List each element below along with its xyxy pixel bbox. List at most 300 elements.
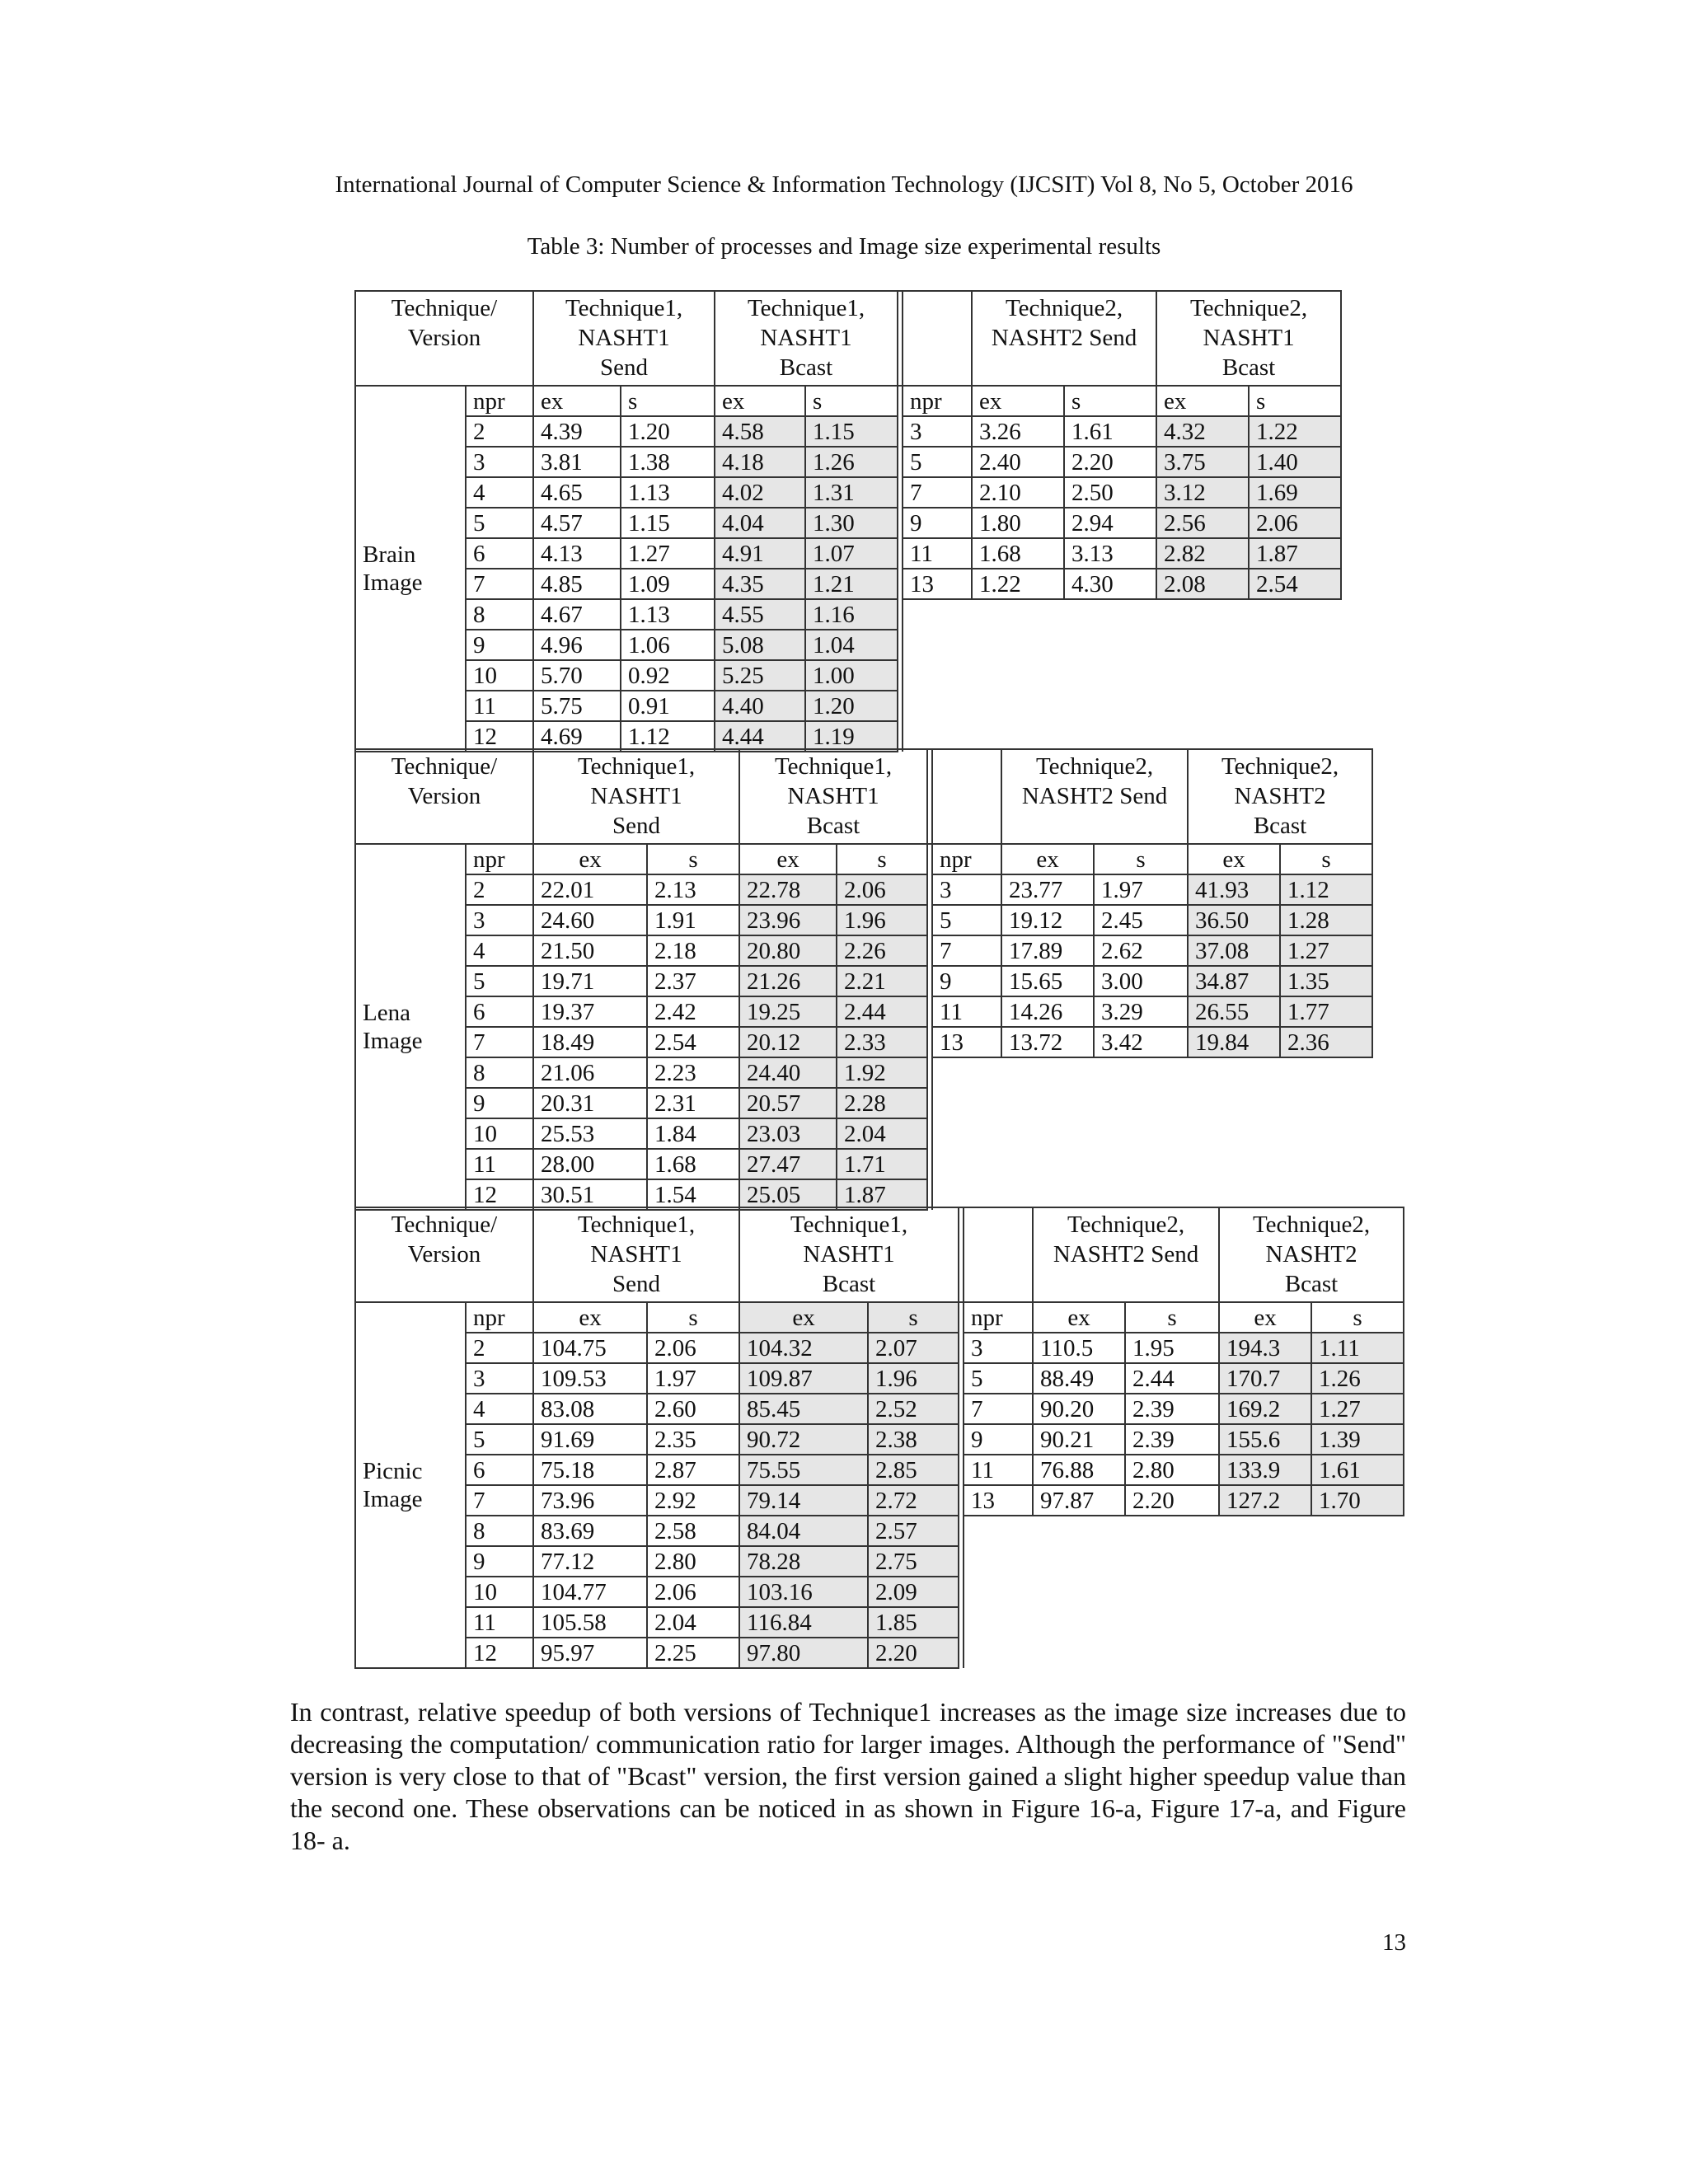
table-cell: 1.13 (621, 599, 715, 630)
technique2-bcast-header (1156, 291, 1341, 386)
table-cell: 2.20 (868, 1638, 959, 1668)
column-header: ex (533, 1302, 647, 1333)
table-cell: 6 (466, 1455, 533, 1485)
table-cell: 84.04 (739, 1516, 868, 1546)
table-cell: 2.60 (647, 1394, 739, 1424)
header-line: Bcast (779, 354, 833, 381)
table-cell: 169.2 (1219, 1394, 1311, 1424)
table-cell: 1.00 (805, 660, 898, 691)
column-header: npr (466, 1302, 533, 1333)
header-line: Technique/ (391, 1212, 498, 1238)
empty-cell (1311, 1638, 1404, 1668)
table-cell: 1.26 (805, 447, 898, 477)
table-cell: 17.89 (1001, 935, 1094, 966)
table-cell: 3.26 (972, 416, 1064, 447)
empty-cell (1125, 1577, 1219, 1607)
table-row (355, 691, 1341, 721)
table-cell: 2.80 (1125, 1455, 1219, 1485)
table-cell: 104.77 (533, 1577, 647, 1607)
table-cell: 2.06 (837, 874, 927, 905)
table-cell: 2.08 (1156, 569, 1249, 599)
table-row (355, 599, 1341, 630)
table-row (355, 508, 1341, 538)
header-line: Technique2, (1221, 753, 1339, 780)
technique1-bcast-header (739, 1207, 959, 1302)
empty-cell (1280, 1179, 1372, 1210)
empty-cell (1249, 721, 1341, 752)
table-cell: 194.3 (1219, 1333, 1311, 1363)
table-cell: 13 (932, 1027, 1001, 1057)
empty-cell (1156, 660, 1249, 691)
table-cell: 2.72 (868, 1485, 959, 1516)
table-cell: 2.82 (1156, 538, 1249, 569)
empty-cell (932, 1118, 1001, 1149)
empty-cell (1219, 1516, 1311, 1546)
table-cell: 6 (466, 996, 533, 1027)
table-cell: 34.87 (1188, 966, 1280, 996)
table-cell: 11 (932, 996, 1001, 1027)
table-row (355, 1394, 1404, 1424)
table-cell: 1.07 (805, 538, 898, 569)
table-cell: 5 (466, 966, 533, 996)
table-cell: 2.94 (1064, 508, 1156, 538)
table-cell: 10 (466, 1577, 533, 1607)
column-header: ex (1188, 844, 1280, 874)
table-cell: 2.25 (647, 1638, 739, 1668)
table-cell: 3 (932, 874, 1001, 905)
table-cell: 4.69 (533, 721, 621, 752)
table-row (355, 905, 1372, 935)
table-cell: 3 (466, 905, 533, 935)
table-cell: 155.6 (1219, 1424, 1311, 1455)
table-cell: 2.28 (837, 1088, 927, 1118)
empty-cell (972, 660, 1064, 691)
table-cell: 13 (964, 1485, 1033, 1516)
table-cell: 3 (466, 1363, 533, 1394)
table-cell: 1.27 (1311, 1394, 1404, 1424)
empty-cell (1188, 1149, 1280, 1179)
empty-cell (972, 691, 1064, 721)
header-line: NASHT2 Send (991, 325, 1137, 351)
column-header: npr (932, 844, 1001, 874)
empty-cell (1280, 1118, 1372, 1149)
header-line: NASHT1 (760, 325, 852, 351)
table-cell: 1.38 (621, 447, 715, 477)
table-cell: 2.09 (868, 1577, 959, 1607)
table-cell: 1.71 (837, 1149, 927, 1179)
header-row (355, 291, 1341, 386)
table-cell: 1.28 (1280, 905, 1372, 935)
table-cell: 3 (964, 1333, 1033, 1363)
column-header: ex (533, 844, 647, 874)
table-cell: 2.06 (1249, 508, 1341, 538)
column-header: s (1249, 386, 1341, 416)
table-cell: 9 (903, 508, 972, 538)
table-row (355, 416, 1341, 447)
empty-cell (903, 691, 972, 721)
table-cell: 91.69 (533, 1424, 647, 1455)
table-cell: 2.26 (837, 935, 927, 966)
header-line: Bcast (822, 1271, 876, 1297)
header-line: Version (407, 783, 481, 809)
column-header: ex (1156, 386, 1249, 416)
table-cell: 2.04 (837, 1118, 927, 1149)
empty-cell (1125, 1546, 1219, 1577)
table-cell: 22.78 (739, 874, 837, 905)
table-cell: 2 (466, 416, 533, 447)
header-line: Bcast (1221, 354, 1276, 381)
subheader-row (355, 1302, 1404, 1333)
table-cell: 2.04 (647, 1607, 739, 1638)
table-cell: 2.92 (647, 1485, 739, 1516)
image-label-line: Picnic (363, 1458, 423, 1484)
table-cell: 5.75 (533, 691, 621, 721)
table-cell: 24.40 (739, 1057, 837, 1088)
empty-cell (1311, 1546, 1404, 1577)
table-cell: 109.87 (739, 1363, 868, 1394)
header-line: Version (407, 325, 481, 351)
table-cell: 1.40 (1249, 447, 1341, 477)
table-cell: 2 (466, 1333, 533, 1363)
table-cell: 7 (466, 569, 533, 599)
table-cell: 2.44 (1125, 1363, 1219, 1394)
header-line: Technique1, (577, 1212, 696, 1238)
header-row (355, 749, 1372, 844)
table-cell: 170.7 (1219, 1363, 1311, 1394)
table-cell: 2.23 (647, 1057, 739, 1088)
table-cell: 7 (964, 1394, 1033, 1424)
table-cell: 1.16 (805, 599, 898, 630)
empty-cell (1156, 599, 1249, 630)
table-cell: 20.57 (739, 1088, 837, 1118)
table-row (355, 660, 1341, 691)
table-cell: 3.42 (1094, 1027, 1188, 1057)
column-header: s (805, 386, 898, 416)
header-line: Send (612, 1271, 661, 1297)
table-cell: 4 (466, 477, 533, 508)
empty-cell (964, 1607, 1033, 1638)
image-label-line: Image (363, 569, 423, 596)
table-cell: 110.5 (1033, 1333, 1125, 1363)
header-line: Technique1, (747, 295, 865, 321)
table-cell: 8 (466, 1516, 533, 1546)
table-cell: 1.68 (972, 538, 1064, 569)
empty-cell (1219, 1546, 1311, 1577)
header-line: Technique/ (391, 753, 498, 780)
table-cell: 97.87 (1033, 1485, 1125, 1516)
table-section (354, 290, 1342, 752)
table-cell: 1.54 (647, 1179, 739, 1210)
table-cell: 9 (466, 1546, 533, 1577)
table-cell: 5.08 (715, 630, 805, 660)
column-header: s (837, 844, 927, 874)
empty-cell (1280, 1057, 1372, 1088)
table-cell: 6 (466, 538, 533, 569)
table-cell: 7 (466, 1027, 533, 1057)
table-cell: 12 (466, 1179, 533, 1210)
table-cell: 76.88 (1033, 1455, 1125, 1485)
table-cell: 13 (903, 569, 972, 599)
table-cell: 11 (466, 1607, 533, 1638)
column-header: ex (739, 844, 837, 874)
table-cell: 11 (903, 538, 972, 569)
table-cell: 104.32 (739, 1333, 868, 1363)
table-row (355, 1088, 1372, 1118)
table-cell: 1.22 (972, 569, 1064, 599)
empty-cell (1156, 630, 1249, 660)
npr-header-blank (903, 291, 972, 386)
table-row (355, 1027, 1372, 1057)
table-cell: 23.03 (739, 1118, 837, 1149)
table-cell: 1.22 (1249, 416, 1341, 447)
column-header: s (1311, 1302, 1404, 1333)
empty-cell (964, 1638, 1033, 1668)
empty-cell (964, 1516, 1033, 1546)
empty-cell (1001, 1149, 1094, 1179)
empty-cell (1280, 1149, 1372, 1179)
table-cell: 4.55 (715, 599, 805, 630)
table-cell: 85.45 (739, 1394, 868, 1424)
table-cell: 2.58 (647, 1516, 739, 1546)
table-cell: 5 (466, 508, 533, 538)
body-paragraph: In contrast, relative speedup of both versions of Technique1 increases as the image size increases due to decreasing the computation/ communication ratio for larger images. Although the performance of "Send" version is very close to that of "Bcast" version, the first version gained a slight higher speedup value than the second one. These observations can be noticed in as shown in Figure 16-a, Figure 17-a, and Figure 18- a. (290, 1697, 1406, 1855)
column-header: ex (533, 386, 621, 416)
table-cell: 8 (466, 599, 533, 630)
header-line: Technique1, (790, 1212, 908, 1238)
header-line: Send (612, 813, 661, 839)
header-line: NASHT1 (787, 783, 879, 809)
table-cell: 1.35 (1280, 966, 1372, 996)
table-cell: 1.61 (1311, 1455, 1404, 1485)
table-cell: 2.38 (868, 1424, 959, 1455)
header-line: NASHT1 (1203, 325, 1295, 351)
column-header: s (647, 1302, 739, 1333)
section-table (354, 290, 1342, 752)
image-label (355, 844, 466, 1210)
table-cell: 11 (964, 1455, 1033, 1485)
table-cell: 20.31 (533, 1088, 647, 1118)
image-label (355, 386, 466, 752)
table-cell: 2.37 (647, 966, 739, 996)
empty-cell (1219, 1638, 1311, 1668)
table-cell: 1.97 (647, 1363, 739, 1394)
table-cell: 78.28 (739, 1546, 868, 1577)
table-row (355, 1516, 1404, 1546)
table-cell: 75.55 (739, 1455, 868, 1485)
empty-cell (1064, 691, 1156, 721)
table-cell: 4.96 (533, 630, 621, 660)
table-row (355, 477, 1341, 508)
table-cell: 1.20 (805, 691, 898, 721)
table-cell: 1.27 (621, 538, 715, 569)
empty-cell (1064, 660, 1156, 691)
empty-cell (972, 721, 1064, 752)
table-cell: 4.32 (1156, 416, 1249, 447)
table-cell: 97.80 (739, 1638, 868, 1668)
table-cell: 1.27 (1280, 935, 1372, 966)
table-cell: 83.08 (533, 1394, 647, 1424)
column-header: npr (964, 1302, 1033, 1333)
technique-version-header (355, 1207, 533, 1302)
column-header: ex (1033, 1302, 1125, 1333)
table-cell: 4 (466, 935, 533, 966)
empty-cell (932, 1057, 1001, 1088)
empty-cell (1188, 1118, 1280, 1149)
table-cell: 26.55 (1188, 996, 1280, 1027)
table-cell: 2.18 (647, 935, 739, 966)
empty-cell (972, 630, 1064, 660)
technique2-send-header (972, 291, 1156, 386)
empty-cell (1219, 1607, 1311, 1638)
technique-version-header (355, 749, 533, 844)
table-cell: 23.96 (739, 905, 837, 935)
empty-cell (932, 1088, 1001, 1118)
table-cell: 1.13 (621, 477, 715, 508)
empty-cell (1033, 1546, 1125, 1577)
table-cell: 1.19 (805, 721, 898, 752)
table-cell: 3 (466, 447, 533, 477)
table-cell: 116.84 (739, 1607, 868, 1638)
table-row (355, 1424, 1404, 1455)
table-cell: 2.45 (1094, 905, 1188, 935)
table-cell: 4.02 (715, 477, 805, 508)
table-cell: 2.39 (1125, 1394, 1219, 1424)
table-cell: 4.91 (715, 538, 805, 569)
table-row (355, 569, 1341, 599)
table-cell: 28.00 (533, 1149, 647, 1179)
table-cell: 1.12 (1280, 874, 1372, 905)
table-cell: 4.18 (715, 447, 805, 477)
table-cell: 2.20 (1125, 1485, 1219, 1516)
table-cell: 20.80 (739, 935, 837, 966)
table-cell: 2.85 (868, 1455, 959, 1485)
table-cell: 1.68 (647, 1149, 739, 1179)
table-cell: 2.40 (972, 447, 1064, 477)
empty-cell (1094, 1179, 1188, 1210)
table-row (355, 1638, 1404, 1668)
table-cell: 1.21 (805, 569, 898, 599)
table-cell: 2.42 (647, 996, 739, 1027)
table-cell: 19.84 (1188, 1027, 1280, 1057)
table-cell: 5.25 (715, 660, 805, 691)
empty-cell (1064, 599, 1156, 630)
table-cell: 2.21 (837, 966, 927, 996)
empty-cell (1249, 691, 1341, 721)
technique1-send-header (533, 749, 739, 844)
table-row (355, 538, 1341, 569)
empty-cell (932, 1149, 1001, 1179)
empty-cell (903, 660, 972, 691)
empty-cell (1064, 630, 1156, 660)
image-label (355, 1302, 466, 1668)
table-cell: 4.30 (1064, 569, 1156, 599)
table-row (355, 935, 1372, 966)
table-cell: 2.87 (647, 1455, 739, 1485)
section-table (354, 748, 1373, 1211)
table-cell: 5 (466, 1424, 533, 1455)
table-cell: 90.72 (739, 1424, 868, 1455)
table-row (355, 1455, 1404, 1485)
table-cell: 21.06 (533, 1057, 647, 1088)
table-cell: 1.26 (1311, 1363, 1404, 1394)
image-label-line: Lena (363, 1000, 410, 1026)
table-section (354, 748, 1373, 1211)
table-cell: 22.01 (533, 874, 647, 905)
table-cell: 5.70 (533, 660, 621, 691)
empty-cell (1156, 691, 1249, 721)
column-header: s (868, 1302, 959, 1333)
table-row (355, 1363, 1404, 1394)
header-row (355, 1207, 1404, 1302)
header-line: Version (407, 1241, 481, 1268)
header-line: NASHT1 (578, 325, 670, 351)
table-cell: 4.85 (533, 569, 621, 599)
empty-cell (1064, 721, 1156, 752)
empty-cell (1249, 599, 1341, 630)
table-cell: 23.77 (1001, 874, 1094, 905)
table-cell: 41.93 (1188, 874, 1280, 905)
table-cell: 10 (466, 1118, 533, 1149)
technique1-send-header (533, 1207, 739, 1302)
table-cell: 75.18 (533, 1455, 647, 1485)
empty-cell (972, 599, 1064, 630)
table-cell: 1.09 (621, 569, 715, 599)
table-cell: 20.12 (739, 1027, 837, 1057)
table-cell: 2.54 (1249, 569, 1341, 599)
header-line: Technique1, (565, 295, 683, 321)
empty-cell (1033, 1577, 1125, 1607)
header-line: NASHT2 (1265, 1241, 1357, 1268)
table-cell: 2.52 (868, 1394, 959, 1424)
header-line: Technique2, (1035, 753, 1154, 780)
table-cell: 4.40 (715, 691, 805, 721)
technique2-bcast-header (1188, 749, 1372, 844)
empty-cell (1188, 1057, 1280, 1088)
table-cell: 11 (466, 691, 533, 721)
empty-cell (1001, 1118, 1094, 1149)
table-cell: 37.08 (1188, 935, 1280, 966)
table-cell: 15.65 (1001, 966, 1094, 996)
empty-cell (903, 721, 972, 752)
table-cell: 103.16 (739, 1577, 868, 1607)
table-cell: 9 (466, 630, 533, 660)
header-line: Technique2, (1189, 295, 1308, 321)
table-cell: 90.21 (1033, 1424, 1125, 1455)
empty-cell (1125, 1516, 1219, 1546)
table-cell: 8 (466, 1057, 533, 1088)
table-row (355, 1179, 1372, 1210)
table-cell: 5 (932, 905, 1001, 935)
table-row (355, 721, 1341, 752)
header-line: NASHT2 Send (1021, 783, 1168, 809)
table-cell: 73.96 (533, 1485, 647, 1516)
column-header: s (647, 844, 739, 874)
empty-cell (1156, 721, 1249, 752)
table-cell: 1.70 (1311, 1485, 1404, 1516)
technique-version-header (355, 291, 533, 386)
table-row (355, 1149, 1372, 1179)
table-cell: 4.04 (715, 508, 805, 538)
empty-cell (1311, 1607, 1404, 1638)
technique1-bcast-header (739, 749, 927, 844)
empty-cell (1033, 1516, 1125, 1546)
table-row (355, 1485, 1404, 1516)
table-cell: 1.11 (1311, 1333, 1404, 1363)
table-cell: 2.80 (647, 1546, 739, 1577)
table-cell: 12 (466, 721, 533, 752)
table-row (355, 1607, 1404, 1638)
empty-cell (964, 1577, 1033, 1607)
